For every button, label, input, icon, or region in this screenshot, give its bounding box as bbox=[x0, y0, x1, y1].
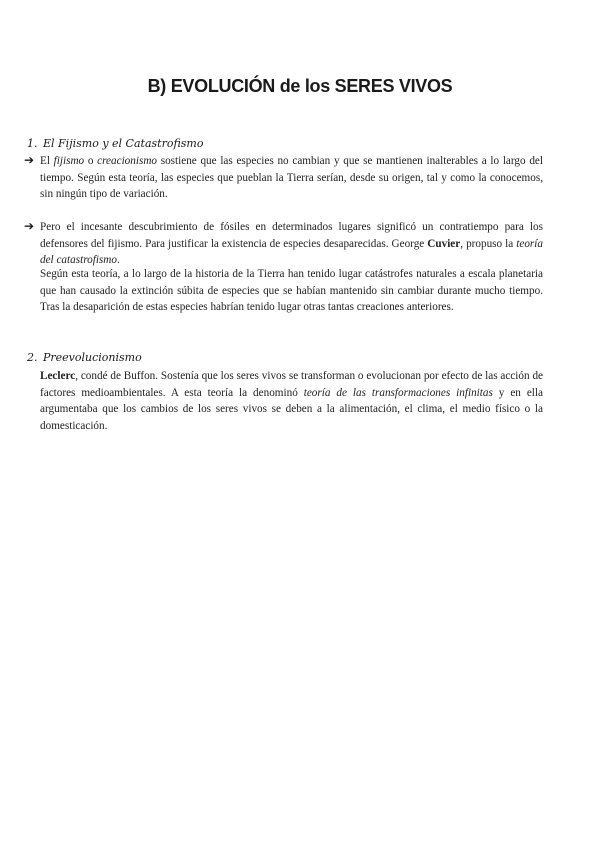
paragraph-preevolucionismo bbox=[40, 368, 543, 434]
right-arrow-icon: ➔ bbox=[24, 153, 35, 167]
term-creacionismo: creacionismo bbox=[97, 155, 157, 167]
paragraph-catastrofismo-theory: Según esta teoría, a lo largo de la historia de la Tierra han tenido lugar catástrofes naturales a escala planetaria que han causado la extinción súbita de especies que se habían mantenido sin cambiar durante mucho tiempo. Tras la desaparición de estas especies habrían tenido lugar otras tantas creaciones anteriores. bbox=[40, 268, 543, 313]
title-suffix: SERES VIVOS bbox=[334, 76, 453, 96]
text-run: El bbox=[40, 155, 54, 167]
text-run: y en ella argumentaba que los cambios de los seres vivos se deben a la alimentación, el clima, el medio físico o la domesticación. bbox=[40, 386, 543, 432]
paragraph-catastrofismo bbox=[40, 219, 543, 269]
paragraph-fijismo bbox=[40, 153, 543, 203]
term-transformaciones-infinitas: teoría de las transformaciones infinitas bbox=[303, 386, 493, 399]
section-title: Preevolucionismo bbox=[43, 351, 142, 364]
text-run: , propuso la bbox=[460, 237, 517, 250]
term-catastrofismo: teoría del catastrofismo bbox=[40, 237, 543, 266]
section-number: 1. bbox=[27, 137, 38, 150]
text-run: sostiene que las especies no cambian y que se mantienen inalterables a lo largo del tiempo. Según esta teoría, las especies que pueblan la Tierra serían, desde su origen, tal y como la conocemos, sin ningún tipo de variación. bbox=[40, 155, 543, 200]
name-leclerc: Leclerc bbox=[40, 370, 76, 382]
section-heading-fijismo bbox=[27, 137, 204, 150]
section-heading-preevolucionismo bbox=[27, 351, 142, 364]
right-arrow-icon: ➔ bbox=[24, 219, 35, 233]
text-run: Pero el incesante descubrimiento de fósiles en determinados lugares significó un contratiempo para los defensores del fijismo. Para justificar la existencia de especies desaparecidas. George bbox=[40, 221, 543, 250]
text-run: . bbox=[116, 254, 120, 266]
text-run: , condé de Buffon. Sostenía que los seres vivos se transforman o evolucionan por efecto de las acción de factores medioambientales. A esta teoría la denominó bbox=[40, 370, 543, 399]
section-number: 2. bbox=[27, 351, 38, 364]
name-cuvier: Cuvier bbox=[427, 237, 461, 250]
page-title bbox=[0, 76, 600, 97]
title-connector: de los bbox=[275, 76, 335, 96]
text-run: o bbox=[84, 155, 98, 167]
term-fijismo: fijismo bbox=[53, 155, 85, 167]
title-prefix: B) EVOLUCIÓN bbox=[147, 76, 276, 96]
section-title: El Fijismo y el Catastrofismo bbox=[43, 137, 204, 150]
